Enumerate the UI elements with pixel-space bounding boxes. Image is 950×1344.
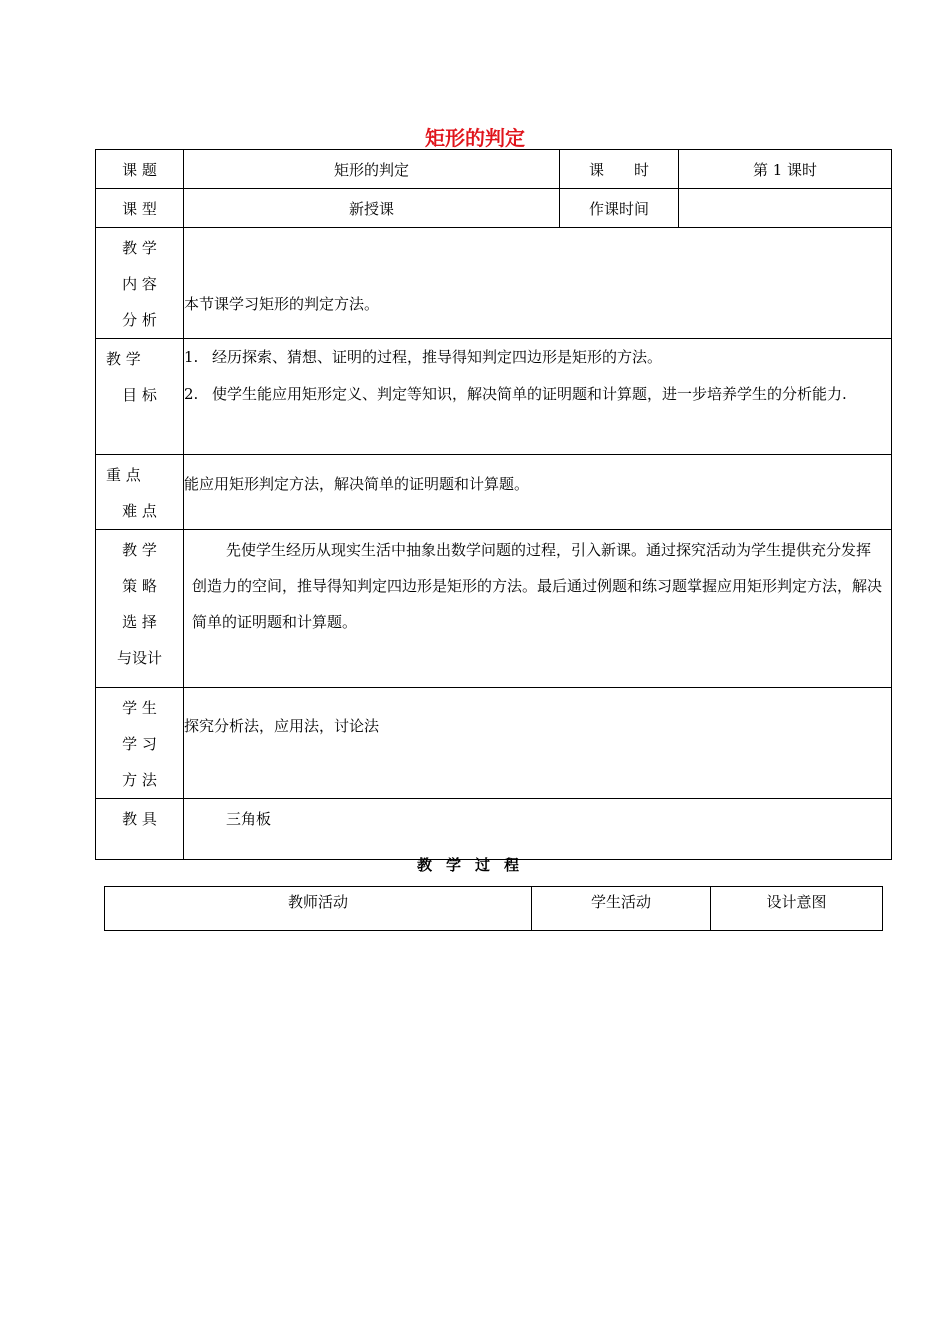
label-topic: 课 题	[96, 150, 184, 189]
label-line: 教 学	[106, 350, 141, 368]
value-topic: 矩形的判定	[184, 150, 560, 189]
tools-text: 三角板	[184, 799, 892, 860]
label-line: 教 学	[122, 541, 157, 559]
label-line: 与设计	[116, 649, 162, 667]
row-tools	[96, 799, 892, 860]
page-title: 矩形的判定	[425, 126, 525, 150]
goals-list	[184, 339, 892, 455]
label-content-analysis	[96, 228, 184, 339]
goal-item	[184, 339, 891, 375]
goal-number: 2.	[184, 385, 199, 403]
label-key-points	[96, 455, 184, 530]
goal-text: 经历探索、猜想、证明的过程，推导得知判定四边形是矩形的方法。	[212, 348, 663, 366]
label-class-time: 作课时间	[560, 189, 679, 228]
key-points-text: 能应用矩形判定方法，解决简单的证明题和计算题。	[184, 455, 892, 530]
lesson-plan-table	[95, 149, 892, 860]
process-header-row	[105, 887, 883, 931]
column-student-activity: 学生活动	[532, 887, 711, 931]
process-heading: 教学过程	[416, 856, 533, 874]
goal-text: 使学生能应用矩形定义、判定等知识，解决简单的证明题和计算题，进一步培养学生的分析能力.	[212, 385, 847, 403]
label-line: 教 学	[122, 239, 157, 257]
row-key-points	[96, 455, 892, 530]
label-line: 目 标	[122, 386, 157, 404]
label-strategy	[96, 530, 184, 688]
label-line: 方 法	[122, 771, 157, 789]
column-teacher-activity: 教师活动	[105, 887, 532, 931]
methods-text: 探究分析法，应用法，讨论法	[184, 688, 892, 799]
row-strategy	[96, 530, 892, 688]
goal-number: 1.	[184, 348, 199, 366]
column-design-intent: 设计意图	[711, 887, 883, 931]
label-line: 选 择	[122, 613, 157, 631]
value-type: 新授课	[184, 189, 560, 228]
strategy-text: 先使学生经历从现实生活中抽象出数学问题的过程，引入新课。通过探究活动为学生提供充分发挥创造力的空间，推导得知判定四边形是矩形的方法。最后通过例题和练习题掌握应用矩形判定方法，解决简单的证明题和计算题。	[184, 530, 892, 688]
label-line: 内 容	[122, 275, 157, 293]
label-periods: 课 时	[560, 150, 679, 189]
row-methods	[96, 688, 892, 799]
label-type: 课 型	[96, 189, 184, 228]
label-line: 学 习	[122, 735, 157, 753]
row-type	[96, 189, 892, 228]
goal-item	[184, 375, 891, 413]
value-class-time	[679, 189, 892, 228]
label-tools: 教 具	[96, 799, 184, 860]
label-line: 分 析	[122, 311, 157, 329]
label-methods	[96, 688, 184, 799]
label-line: 策 略	[122, 577, 157, 595]
label-line: 难 点	[122, 502, 157, 520]
row-topic	[96, 150, 892, 189]
label-goals	[96, 339, 184, 455]
process-table	[104, 886, 883, 931]
row-goals	[96, 339, 892, 455]
content-analysis-text: 本节课学习矩形的判定方法。	[184, 228, 892, 339]
row-content-analysis	[96, 228, 892, 339]
label-line: 学 生	[122, 699, 157, 717]
value-periods: 第 1 课时	[679, 150, 892, 189]
label-line: 重 点	[106, 466, 141, 484]
